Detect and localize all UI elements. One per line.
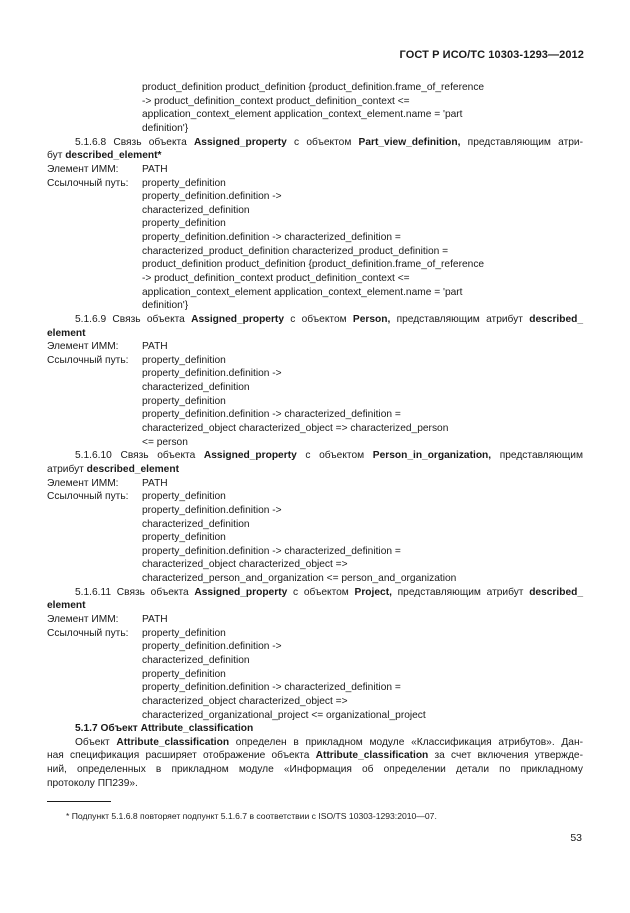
path-line: characterized_product_definition characterized_product_definition = [142, 245, 449, 257]
path-line: property_definition [142, 668, 226, 680]
footnote-divider [47, 801, 111, 802]
element-label-row: Элемент ИММ: PATH [47, 341, 168, 353]
standard-header: ГОСТ Р ИСО/ТС 10303-1293—2012 [399, 49, 584, 61]
path-line: property_definition [142, 218, 226, 230]
section-5-1-7-heading: 5.1.7 Объект Attribute_classification [75, 723, 254, 735]
path-line: property_definition [142, 532, 226, 544]
paragraph-line: ний, определенных в прикладном модуле «Информация об определении детали по прикладному [47, 764, 583, 776]
path-line: application_context_element application_context_element.name = 'part [142, 109, 463, 121]
path-line: product_definition product_definition {product_definition.frame_of_reference [142, 82, 485, 93]
path-line: characterized_organizational_project <= organizational_project [142, 709, 426, 721]
subclause-5-1-6-8-heading: 5.1.6.8 Связь объекта Assigned_property с объектом Part_view_definition, представляющим атри- [75, 136, 583, 148]
path-line: property_definition.definition -> characterized_definition = [142, 682, 401, 694]
subclause-heading-cont: бут described_element* [47, 150, 162, 162]
path-line: property_definition.definition -> characterized_definition = [142, 409, 401, 421]
path-line: property_definition.definition -> [142, 368, 282, 380]
path-line: property_definition.definition -> [142, 504, 282, 516]
element-label-row: Элемент ИММ: PATH [47, 614, 168, 626]
paragraph-line: ная спецификация расширяет отображение объекта Attribute_classification за счет включения утвержде- [47, 750, 583, 762]
reference-path-row: Ссылочный путь: property_definition [47, 627, 226, 639]
subclause-5-1-6-11-heading: 5.1.6.11 Связь объекта Assigned_property с объектом Project, представляющим атрибут described_ [75, 586, 583, 598]
subclause-5-1-6-10-heading: 5.1.6.10 Связь объекта Assigned_property с объектом Person_in_organization, представляющим [75, 450, 583, 462]
element-label-row: Элемент ИММ: PATH [47, 477, 168, 489]
path-line: characterized_definition [142, 654, 250, 666]
subclause-heading-cont: element [47, 600, 86, 612]
page-body [47, 81, 583, 790]
reference-path-row: Ссылочный путь: property_definition [47, 491, 226, 503]
path-line: definition'} [142, 122, 189, 134]
path-line: product_definition product_definition {product_definition.frame_of_reference [142, 259, 485, 271]
subclause-5-1-6-9-heading: 5.1.6.9 Связь объекта Assigned_property с объектом Person, представляющим атрибут described_ [75, 313, 584, 325]
path-line: characterized_definition [142, 204, 250, 216]
path-line: -> product_definition_context product_definition_context <= [142, 95, 410, 107]
paragraph-line: протоколу ПП239». [47, 777, 138, 789]
path-line: characterized_person_and_organization <= person_and_organization [142, 573, 457, 585]
subclause-heading-cont: атрибут described_element [47, 463, 179, 475]
path-line: <= person [142, 436, 188, 448]
path-line: property_definition.definition -> [142, 641, 282, 653]
path-line: application_context_element application_context_element.name = 'part [142, 286, 463, 298]
path-line: characterized_object characterized_object => [142, 695, 348, 707]
path-line: -> product_definition_context product_definition_context <= [142, 272, 410, 284]
path-line: characterized_definition [142, 518, 250, 530]
path-line: characterized_object characterized_object => [142, 559, 348, 571]
path-line: property_definition [142, 395, 226, 407]
path-line: characterized_definition [142, 382, 250, 394]
path-line: characterized_object characterized_object => characterized_person [142, 423, 449, 435]
subclause-heading-cont: element [47, 327, 86, 339]
path-line: definition'} [142, 300, 189, 312]
element-label-row: Элемент ИММ: PATH [47, 163, 168, 175]
page-number: 53 [570, 832, 582, 844]
path-line: property_definition.definition -> [142, 191, 282, 203]
footnote: * Подпункт 5.1.6.8 повторяет подпункт 5.1.6.7 в соответствии с ISO/TS 10303-1293:2010—07. [66, 811, 437, 821]
reference-path-row: Ссылочный путь: property_definition [47, 177, 226, 189]
reference-path-row: Ссылочный путь: property_definition [47, 354, 226, 366]
paragraph-line: Объект Attribute_classification определен в прикладном модуле «Классификация атрибутов». Дан- [75, 736, 583, 748]
path-line: property_definition.definition -> characterized_definition = [142, 232, 401, 244]
path-line: property_definition.definition -> characterized_definition = [142, 545, 401, 557]
